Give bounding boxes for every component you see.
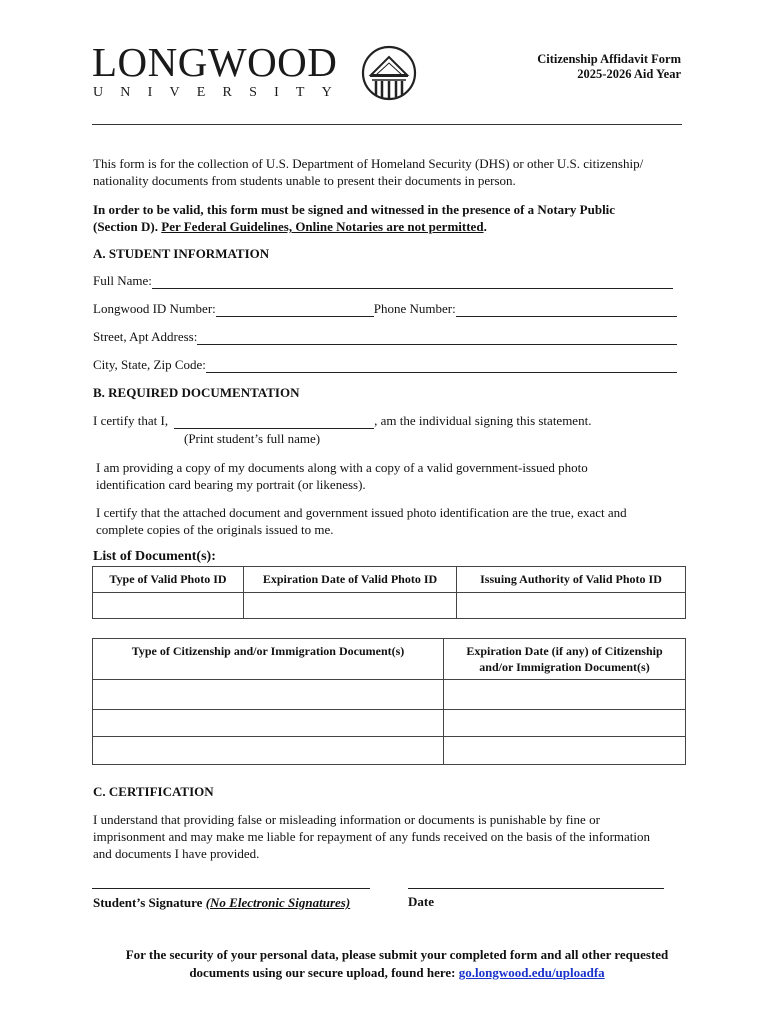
table-header-cell: Type of Citizenship and/or Immigration Document(s)	[93, 639, 444, 680]
signature-line[interactable]	[92, 888, 370, 889]
table-row	[93, 593, 686, 619]
logo-subtitle: UNIVERSITY	[93, 85, 349, 100]
section-c-heading: C. CERTIFICATION	[93, 784, 214, 799]
table-header-row	[93, 567, 686, 593]
notice-online-notaries: Per Federal Guidelines, Online Notaries are not permitted	[161, 219, 484, 234]
citizenship-doc-table	[92, 638, 686, 765]
signature-label-row	[93, 895, 350, 911]
intro-text: This form is for the collection of U.S. Department of Homeland Security (DHS) or other U.S. citizenship/ nationality documents from students unable to present their documents in person.	[93, 156, 644, 188]
id-number-label: Longwood ID Number:	[93, 301, 216, 316]
table-header-cell: Type of Valid Photo ID	[93, 567, 244, 593]
id-phone-row	[93, 301, 677, 317]
table-cell[interactable]	[457, 593, 686, 619]
form-title: Citizenship Affidavit Form	[537, 52, 681, 66]
certify-paragraph: I certify that the attached document and government issued photo identification are the true, exact and complete copies of the originals issued to me.	[96, 505, 627, 537]
table-row	[93, 737, 686, 765]
certify-prefix: I certify that I,	[93, 413, 169, 428]
notice-part3: .	[483, 219, 487, 234]
city-line[interactable]	[206, 358, 677, 373]
photo-id-table	[92, 566, 686, 619]
city-label: City, State, Zip Code:	[93, 357, 206, 372]
date-label: Date	[408, 894, 434, 909]
full-name-line[interactable]	[152, 274, 673, 289]
table-row	[93, 680, 686, 710]
student-name-line[interactable]	[174, 414, 374, 429]
table-cell[interactable]	[444, 710, 686, 737]
section-b-heading: B. REQUIRED DOCUMENTATION	[93, 385, 300, 400]
certify-line	[93, 413, 633, 429]
certify-suffix: , am the individual signing this statement.	[374, 413, 592, 428]
street-label: Street, Apt Address:	[93, 329, 198, 344]
table-cell[interactable]	[244, 593, 457, 619]
footer-text: For the security of your personal data, please submit your completed form and all other requested documents using our secure upload, found here:	[125, 947, 669, 980]
footer-note	[100, 946, 694, 982]
street-line[interactable]	[197, 330, 677, 345]
section-a-heading: A. STUDENT INFORMATION	[93, 246, 270, 261]
id-number-line[interactable]	[216, 302, 374, 317]
aid-year: 2025-2026 Aid Year	[577, 67, 681, 81]
table-cell[interactable]	[93, 680, 444, 710]
print-name-hint: (Print student’s full name)	[184, 431, 321, 446]
signature-label: Student’s Signature	[93, 895, 203, 910]
table-cell[interactable]	[444, 680, 686, 710]
signature-note: (No Electronic Signatures)	[205, 895, 351, 910]
header-divider	[92, 124, 682, 125]
logo-wordmark: LONGWOOD	[92, 39, 338, 85]
table-header-cell: Expiration Date of Valid Photo ID	[244, 567, 457, 593]
form-title-block	[537, 52, 681, 82]
list-heading: List of Document(s):	[93, 549, 216, 564]
table-cell[interactable]	[444, 737, 686, 765]
date-line[interactable]	[408, 888, 664, 889]
table-row	[93, 710, 686, 737]
table-header-cell: Expiration Date (if any) of Citizenship and/or Immigration Document(s)	[444, 639, 686, 680]
table-cell[interactable]	[93, 737, 444, 765]
street-field[interactable]	[93, 329, 677, 345]
certification-text: I understand that providing false or misleading information or documents is punishable by fine or imprisonment and may make me liable for repayment of any funds received on the basis of the information and documents I have provided.	[93, 812, 651, 861]
table-header-row	[93, 639, 686, 680]
upload-link[interactable]: go.longwood.edu/uploadfa	[458, 965, 605, 980]
full-name-label: Full Name:	[93, 273, 152, 288]
table-header-cell: Issuing Authority of Valid Photo ID	[457, 567, 686, 593]
documents-paragraph: I am providing a copy of my documents along with a copy of a valid government-issued photo identification card bearing my portrait (or likeness).	[96, 460, 588, 492]
university-seal-icon	[361, 45, 417, 101]
full-name-field[interactable]	[93, 273, 673, 289]
notice-part1: In order to be valid, this form must be signed and witnessed in the presence of a Notary Public (Section D).	[93, 202, 616, 234]
table-cell[interactable]	[93, 710, 444, 737]
notary-notice	[93, 201, 663, 235]
table-cell[interactable]	[93, 593, 244, 619]
city-field[interactable]	[93, 357, 677, 373]
phone-line[interactable]	[456, 302, 677, 317]
phone-label: Phone Number:	[373, 301, 456, 316]
